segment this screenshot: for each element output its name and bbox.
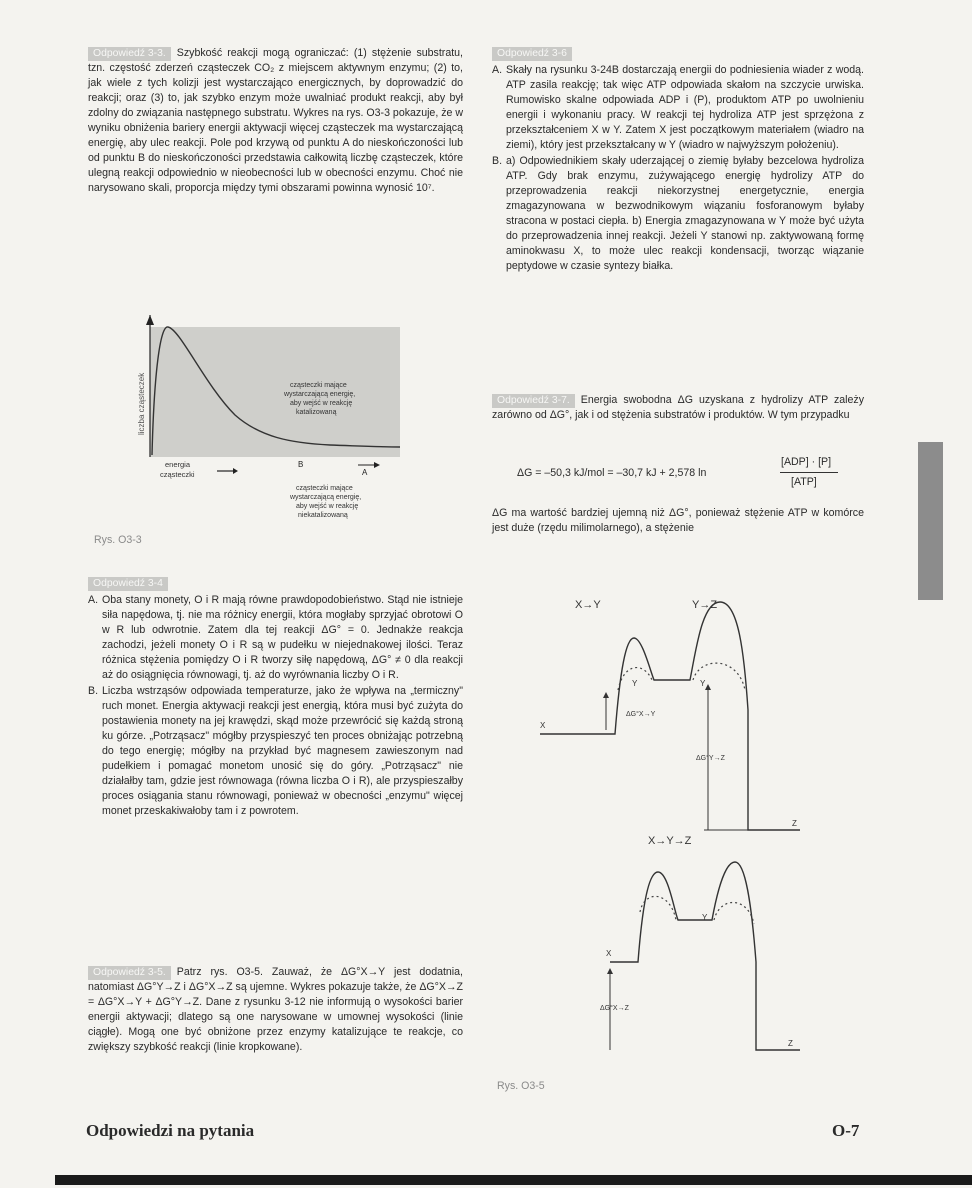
catalyzed-barrier-bottom-2: [714, 902, 754, 924]
answer-3-7-continuation: ΔG ma wartość bardziej ujemną niż ΔG°, ponieważ stężenie ATP w komórce jest duże (rzędu milimolarnego), a stężenie: [492, 507, 864, 534]
delta-g-yz: ΔG°Y→Z: [696, 755, 725, 762]
energy-profile-top: [540, 602, 800, 830]
svg-text:niekatalizowaną: niekatalizowaną: [298, 512, 348, 519]
answer-item-b: B. Liczba wstrząsów odpowiada temperaturze, jako że wpływa na „termiczny" ruch monet. Energia aktywacji reakcji jest energią, która musi być zużyta do postawienia monety na jej krawędzi, skąd może przewrócić się każdą stroną ku górze. „Potrząsacz" mógłby przyspieszyć ten proces obniżając potrzebną do tego energię; mógłby na przykład być magnesem zawieszonym nad pudełkiem i pomagać monetom unosić się do góry. „Potrząsacz" nie działałby tam, gdzie jest równowaga (równa liczba O i R), ale przyspieszałby proces osiągania stanu równowagi, ponieważ w obecności „enzymu" więcej monet przeskakiwałoby tam i z powrotem.: [88, 685, 463, 817]
answer-tag: Odpowiedź 3-4: [88, 577, 168, 591]
figure-caption-o3-3: Rys. O3-3: [94, 534, 142, 546]
svg-text:aby wejść w reakcję: aby wejść w reakcję: [296, 503, 359, 510]
answer-3-7: [492, 393, 864, 423]
y-axis-arrow: [146, 315, 154, 325]
state-y-label: Y: [632, 679, 638, 688]
state-y-label: Y: [700, 679, 706, 688]
x-axis-label: energia: [165, 460, 191, 469]
svg-text:katalizowaną: katalizowaną: [296, 409, 337, 416]
y-axis-label: liczba cząsteczek: [137, 372, 146, 435]
figure-o3-5: [530, 590, 840, 1090]
svg-text:X: X: [606, 949, 612, 958]
svg-text:wystarczającą energię,: wystarczającą energię,: [284, 391, 356, 398]
annotation-uncatalyzed: cząsteczki mające: [296, 485, 353, 492]
answer-tag: Odpowiedź 3-7.: [492, 394, 575, 408]
answer-text: Energia swobodna ΔG uzyskana z hydrolizy ATP zależy zarówno od ΔG°, jak i od stężenia substratów i produktów. W tym przypadku: [492, 394, 864, 421]
formula-lhs: ΔG = –50,3 kJ/mol = –30,7 kJ + 2,578 ln: [517, 467, 707, 479]
energy-profile-bottom: [610, 862, 800, 1050]
section-tab: [918, 442, 943, 600]
answer-tag: Odpowiedź 3-3.: [88, 47, 171, 61]
state-x-label: X: [540, 721, 546, 730]
answer-item-b: B. a) Odpowiednikiem skały uderzającej o ziemię byłaby bezcelowa hydroliza ATP. Gdy brak enzymu, zużywającego energię hydrolizy ATP do przeprowadzenia reakcji niekorzystnej energetycznie, energia zmagazynowana w bezwodnikowym wiązaniu fosforanowym byłaby stracona w postaci ciepła. b) Energia zmagazynowana w Y może być użyta do przeprowadzenia innej reakcji. Jeżeli Y stanowi np. zaktywowaną formę aminokwasu X, to może ulec reakcji kondensacji, tworząc wiązanie peptydowe w czasie syntezy białka.: [492, 155, 864, 272]
bottom-bar: [55, 1175, 972, 1185]
svg-text:Z: Z: [788, 1039, 793, 1048]
answer-3-3: [88, 46, 463, 196]
formula-numerator: [ADP] · [P]: [781, 456, 832, 468]
formula: [507, 454, 847, 494]
point-b-label: B: [298, 460, 304, 469]
panel-title-xy: X→Y: [575, 599, 601, 611]
answer-text: Szybkość reakcji mogą ograniczać: (1) stężenie substratu, tzn. częstość zderzeń cząsteczek CO₂ z miejscem aktywnym enzymu; (2) to, jak wiele z tych kolizji jest wystarczająco energicznych, by doprowadzić do reakcji; oraz (3) to, jak szybko enzym może uwalniać produkt reakcji, aby był zdolny do związania następnego substratu. Wykres na rys. O3-3 pokazuje, że w wyniku obniżenia bariery energii aktywacji więcej cząsteczek ma wystarczającą energię, aby ulec reakcji. Pole pod krzywą od punktu A do nieskończoności lub od punktu B do nieskończoności przedstawia całkowitą liczbę cząsteczek, które ulegną reakcji odpowiednio w nieobecności lub w obecności enzymu. Choć nie narysowano skali, proporcja między tymi obszarami powinna wynosić 10⁷.: [88, 47, 463, 194]
answer-tag: Odpowiedź 3-5.: [88, 966, 171, 980]
svg-text:aby wejść w reakcję: aby wejść w reakcję: [290, 400, 353, 407]
page-number: O-7: [832, 1121, 860, 1140]
panel-title-xyz: X→Y→Z: [648, 835, 692, 847]
answer-item-a: A. Skały na rysunku 3-24B dostarczają energii do podniesienia wiader z wodą. ATP zasila reakcję; tak więc ATP odpowiada skałom na szczycie urwiska. Rumowisko skalne odpowiada ADP i (P), produktom ATP po uwolnieniu energii i wykonaniu pracy. W reakcji tej hydroliza ATP jest sprzężona z przekształceniem X w Y. Zatem X jest początkowym materiałem (wiadro na ziemi), który jest przekształcany w Y (wiadro w najwyższym położeniu).: [492, 64, 864, 151]
answer-3-6: [492, 46, 864, 275]
annotation-catalyzed: cząsteczki mające: [290, 382, 347, 389]
panel-title-yz: Y→Z: [692, 599, 718, 611]
svg-text:wystarczającą energię,: wystarczającą energię,: [290, 494, 362, 501]
formula-denominator: [ATP]: [791, 476, 817, 488]
delta-g-xz: ΔG°X→Z: [600, 1005, 629, 1012]
delta-g-xy: ΔG°X→Y: [626, 711, 656, 718]
answer-tag: Odpowiedź 3-6: [492, 47, 572, 61]
answer-3-5: [88, 965, 463, 1055]
figure-o3-3: [130, 315, 420, 530]
svg-text:cząsteczki: cząsteczki: [160, 470, 195, 479]
answer-text: Patrz rys. O3-5. Zauważ, że ΔG°X→Y jest dodatnia, natomiast ΔG°Y→Z i ΔG°X→Z są ujemne. Wykres pokazuje także, że ΔG°X→Z = ΔG°X→Y + ΔG°Y→Z. Dane z rysunku 3-12 nie informują o wysokości barier energii aktywacji; dlatego są one narysowane w umownej wysokości (linie ciągłe). Mogą one być obniżone przez enzymy katalizujące te reakcje, co zwiększy szybkość reakcji (linie kropkowane).: [88, 966, 463, 1053]
state-z-label: Z: [792, 819, 797, 828]
svg-text:Y: Y: [702, 913, 708, 922]
footer-title: Odpowiedzi na pytania: [86, 1121, 255, 1140]
point-a-label: A: [362, 468, 368, 477]
answer-item-a: A. Oba stany monety, O i R mają równe prawdopodobieństwo. Stąd nie istnieje siła napędowa, tj. nie ma różnicy energii, która mogłaby sprzyjać obrotowi O w R lub odwrotnie. Zatem dla tej reakcji ΔG° = 0. Jednakże reakcja zachodzi, jeżeli monety O i R są w pudełku w niejednakowej ilości. Teraz różnica stężenia pomiędzy O i R tworzy siłę napędową, ΔG° ≠ 0 dla reakcji aż do osiągnięcia równowagi, tj. aż do wyrównania liczby O i R.: [88, 594, 463, 681]
figure-caption-o3-5: Rys. O3-5: [497, 1080, 545, 1092]
answer-3-4: [88, 576, 463, 820]
